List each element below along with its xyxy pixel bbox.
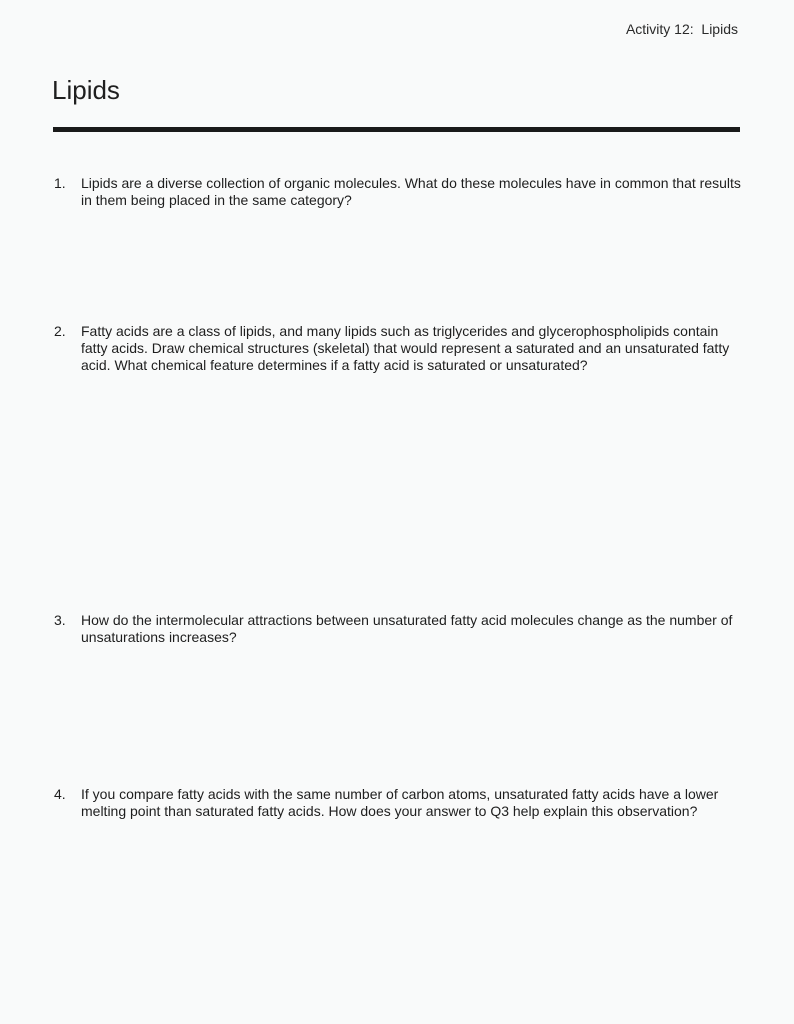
question-text: Fatty acids are a class of lipids, and many lipids such as triglycerides and glycerophospholipids contain fatty acids. Draw chemical structures (skeletal) that would represent a saturated and an unsaturated fatty acid. What chemical feature determines if a fatty acid is saturated or unsaturated? <box>81 323 730 373</box>
activity-header: Activity 12: Lipids <box>625 21 738 37</box>
title-divider <box>53 127 740 132</box>
question-text: Lipids are a diverse collection of organic molecules. What do these molecules have in common that results in them being placed in the same category? <box>81 175 741 208</box>
question-number: 3. <box>54 612 66 628</box>
question-3 <box>54 612 744 646</box>
question-4 <box>54 786 744 820</box>
question-number: 2. <box>54 323 66 339</box>
page-title: Lipids <box>52 75 120 105</box>
question-2 <box>54 323 744 374</box>
question-text: If you compare fatty acids with the same number of carbon atoms, unsaturated fatty acids have a lower melting point than saturated fatty acids. How does your answer to Q3 help explain this observation? <box>81 786 719 819</box>
question-number: 4. <box>54 786 66 802</box>
question-number: 1. <box>54 175 66 191</box>
question-text: How do the intermolecular attractions between unsaturated fatty acid molecules change as the number of unsaturations increases? <box>81 612 733 645</box>
question-1 <box>54 175 744 209</box>
